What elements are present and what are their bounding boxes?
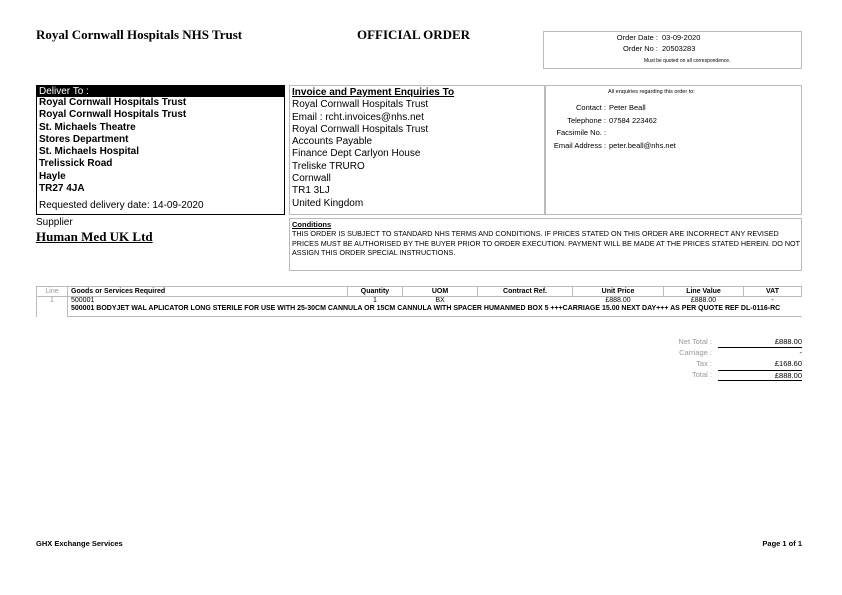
- fax-label: Facsimile No. :: [556, 128, 606, 137]
- contact-name: Peter Beall: [609, 103, 646, 112]
- col-line: Line: [37, 287, 68, 297]
- items-table: [36, 286, 802, 317]
- deliver-line: St. Michaels Hospital: [39, 146, 140, 158]
- deliver-line: St. Michaels Theatre: [39, 121, 136, 133]
- quote-note: Must be quoted on all correspondence.: [644, 58, 731, 64]
- invoice-line: Royal Cornwall Hospitals Trust: [292, 123, 429, 135]
- enquiries-heading: All enquiries regarding this order to:: [608, 89, 695, 95]
- deliver-to-box: [36, 85, 285, 215]
- footer-left: GHX Exchange Services: [36, 539, 123, 548]
- deliver-to-address: [37, 97, 284, 213]
- cell-quantity: 1: [373, 297, 377, 304]
- col-line-value: Line Value: [664, 287, 744, 297]
- col-goods: Goods or Services Required: [68, 287, 348, 297]
- col-uom: UOM: [403, 287, 478, 297]
- table-row: [37, 297, 802, 305]
- supplier-label: Supplier: [36, 217, 73, 228]
- carriage-label: Carriage :: [679, 348, 712, 357]
- cell-code: 500001: [71, 297, 95, 304]
- invoice-line: United Kingdom: [292, 197, 364, 209]
- invoice-heading: Invoice and Payment Enquiries To: [292, 87, 455, 98]
- enquiries-box: [545, 85, 802, 215]
- net-total-label: Net Total :: [678, 337, 712, 346]
- col-vat: VAT: [744, 287, 802, 297]
- tax-label: Tax :: [696, 359, 712, 368]
- deliver-to-heading: Deliver To :: [37, 86, 284, 97]
- order-no-label: Order No :: [622, 44, 658, 53]
- totals-block: [640, 337, 802, 381]
- tax-row: [640, 359, 802, 370]
- document-title: OFFICIAL ORDER: [357, 27, 471, 42]
- order-no: 20503283: [662, 44, 696, 53]
- table-row-description: [37, 304, 802, 317]
- page-number: Page 1 of 1: [762, 539, 802, 548]
- col-contract-ref: Contract Ref.: [478, 287, 573, 297]
- col-quantity: Quantity: [348, 287, 403, 297]
- contact-label: Contact :: [575, 103, 606, 112]
- cell-vat: -: [771, 297, 774, 304]
- deliver-line: TR27 4JA: [39, 183, 85, 195]
- cell-line: 1: [37, 297, 68, 317]
- telephone: 07584 223462: [609, 116, 657, 125]
- email-address: peter.beall@nhs.net: [609, 141, 676, 150]
- email-label: Email Address :: [553, 141, 606, 150]
- order-date-label: Order Date :: [616, 33, 658, 42]
- conditions-text: THIS ORDER IS SUBJECT TO STANDARD NHS TERMS AND CONDITIONS. IF PRICES STATED ON THIS ORDER ARE INCORRECT ANY REVISED PRICES MUST BE AUTHORISED BY THE BUYER PRIOR TO ORDER EXECUTION. PAYMENT WILL BE MADE AT THE PRICES STATED HEREIN. DO NOT ASSIGN THIS ORDER SPECIAL INSTRUCTIONS.: [292, 229, 800, 258]
- cell-contract-ref: [478, 297, 573, 305]
- net-total-value: £888.00: [718, 337, 802, 348]
- supplier-name: Human Med UK Ltd: [36, 229, 153, 244]
- cell-description: 500001 BODYJET WAL APLICATOR LONG STERILE FOR USE WITH 25-30CM CANNULA OR 15CM CANNULA WITH SPACER HUMANMED BOX 5 +++CARRIAGE 15.00 NEXT DAY+++ AS PER QUOTE REF DL-0116-RC: [68, 304, 802, 317]
- total-value: £888.00: [718, 370, 802, 381]
- net-total-row: [640, 337, 802, 348]
- tax-value: £168.60: [774, 359, 802, 368]
- cell-unit-price: £888.00: [605, 297, 631, 304]
- invoice-line: Accounts Payable: [292, 136, 373, 148]
- deliver-line: Stores Department: [39, 133, 129, 145]
- order-date: 03-09-2020: [662, 33, 701, 42]
- invoice-line: Royal Cornwall Hospitals Trust: [292, 99, 429, 111]
- conditions-box: [289, 218, 802, 271]
- cell-line-value: £888.00: [690, 297, 717, 304]
- telephone-label: Telephone :: [567, 116, 606, 125]
- carriage-row: [640, 348, 802, 359]
- col-unit-price: Unit Price: [573, 287, 664, 297]
- total-label: Total :: [691, 370, 712, 379]
- invoice-line: Cornwall: [292, 173, 331, 185]
- requested-delivery-date: Requested delivery date: 14-09-2020: [39, 200, 204, 212]
- conditions-heading: Conditions: [292, 220, 332, 229]
- deliver-line: Hayle: [39, 170, 66, 182]
- deliver-line: Royal Cornwall Hospitals Trust: [39, 97, 187, 108]
- deliver-line: Royal Cornwall Hospitals Trust: [39, 109, 187, 121]
- invoice-line: Finance Dept Carlyon House: [292, 148, 421, 160]
- items-header-row: [37, 287, 802, 297]
- invoice-box: [289, 85, 545, 215]
- invoice-email: Email : rcht.invoices@nhs.net: [292, 111, 424, 123]
- invoice-line: Treliske TRURO: [292, 160, 365, 172]
- invoice-line: TR1 3LJ: [292, 185, 330, 197]
- cell-uom: BX: [435, 297, 445, 304]
- trust-name: Royal Cornwall Hospitals NHS Trust: [36, 27, 243, 42]
- carriage-value: -: [799, 348, 802, 357]
- deliver-line: Trelissick Road: [39, 158, 113, 170]
- order-info-box: [543, 31, 802, 69]
- total-row: [640, 370, 802, 381]
